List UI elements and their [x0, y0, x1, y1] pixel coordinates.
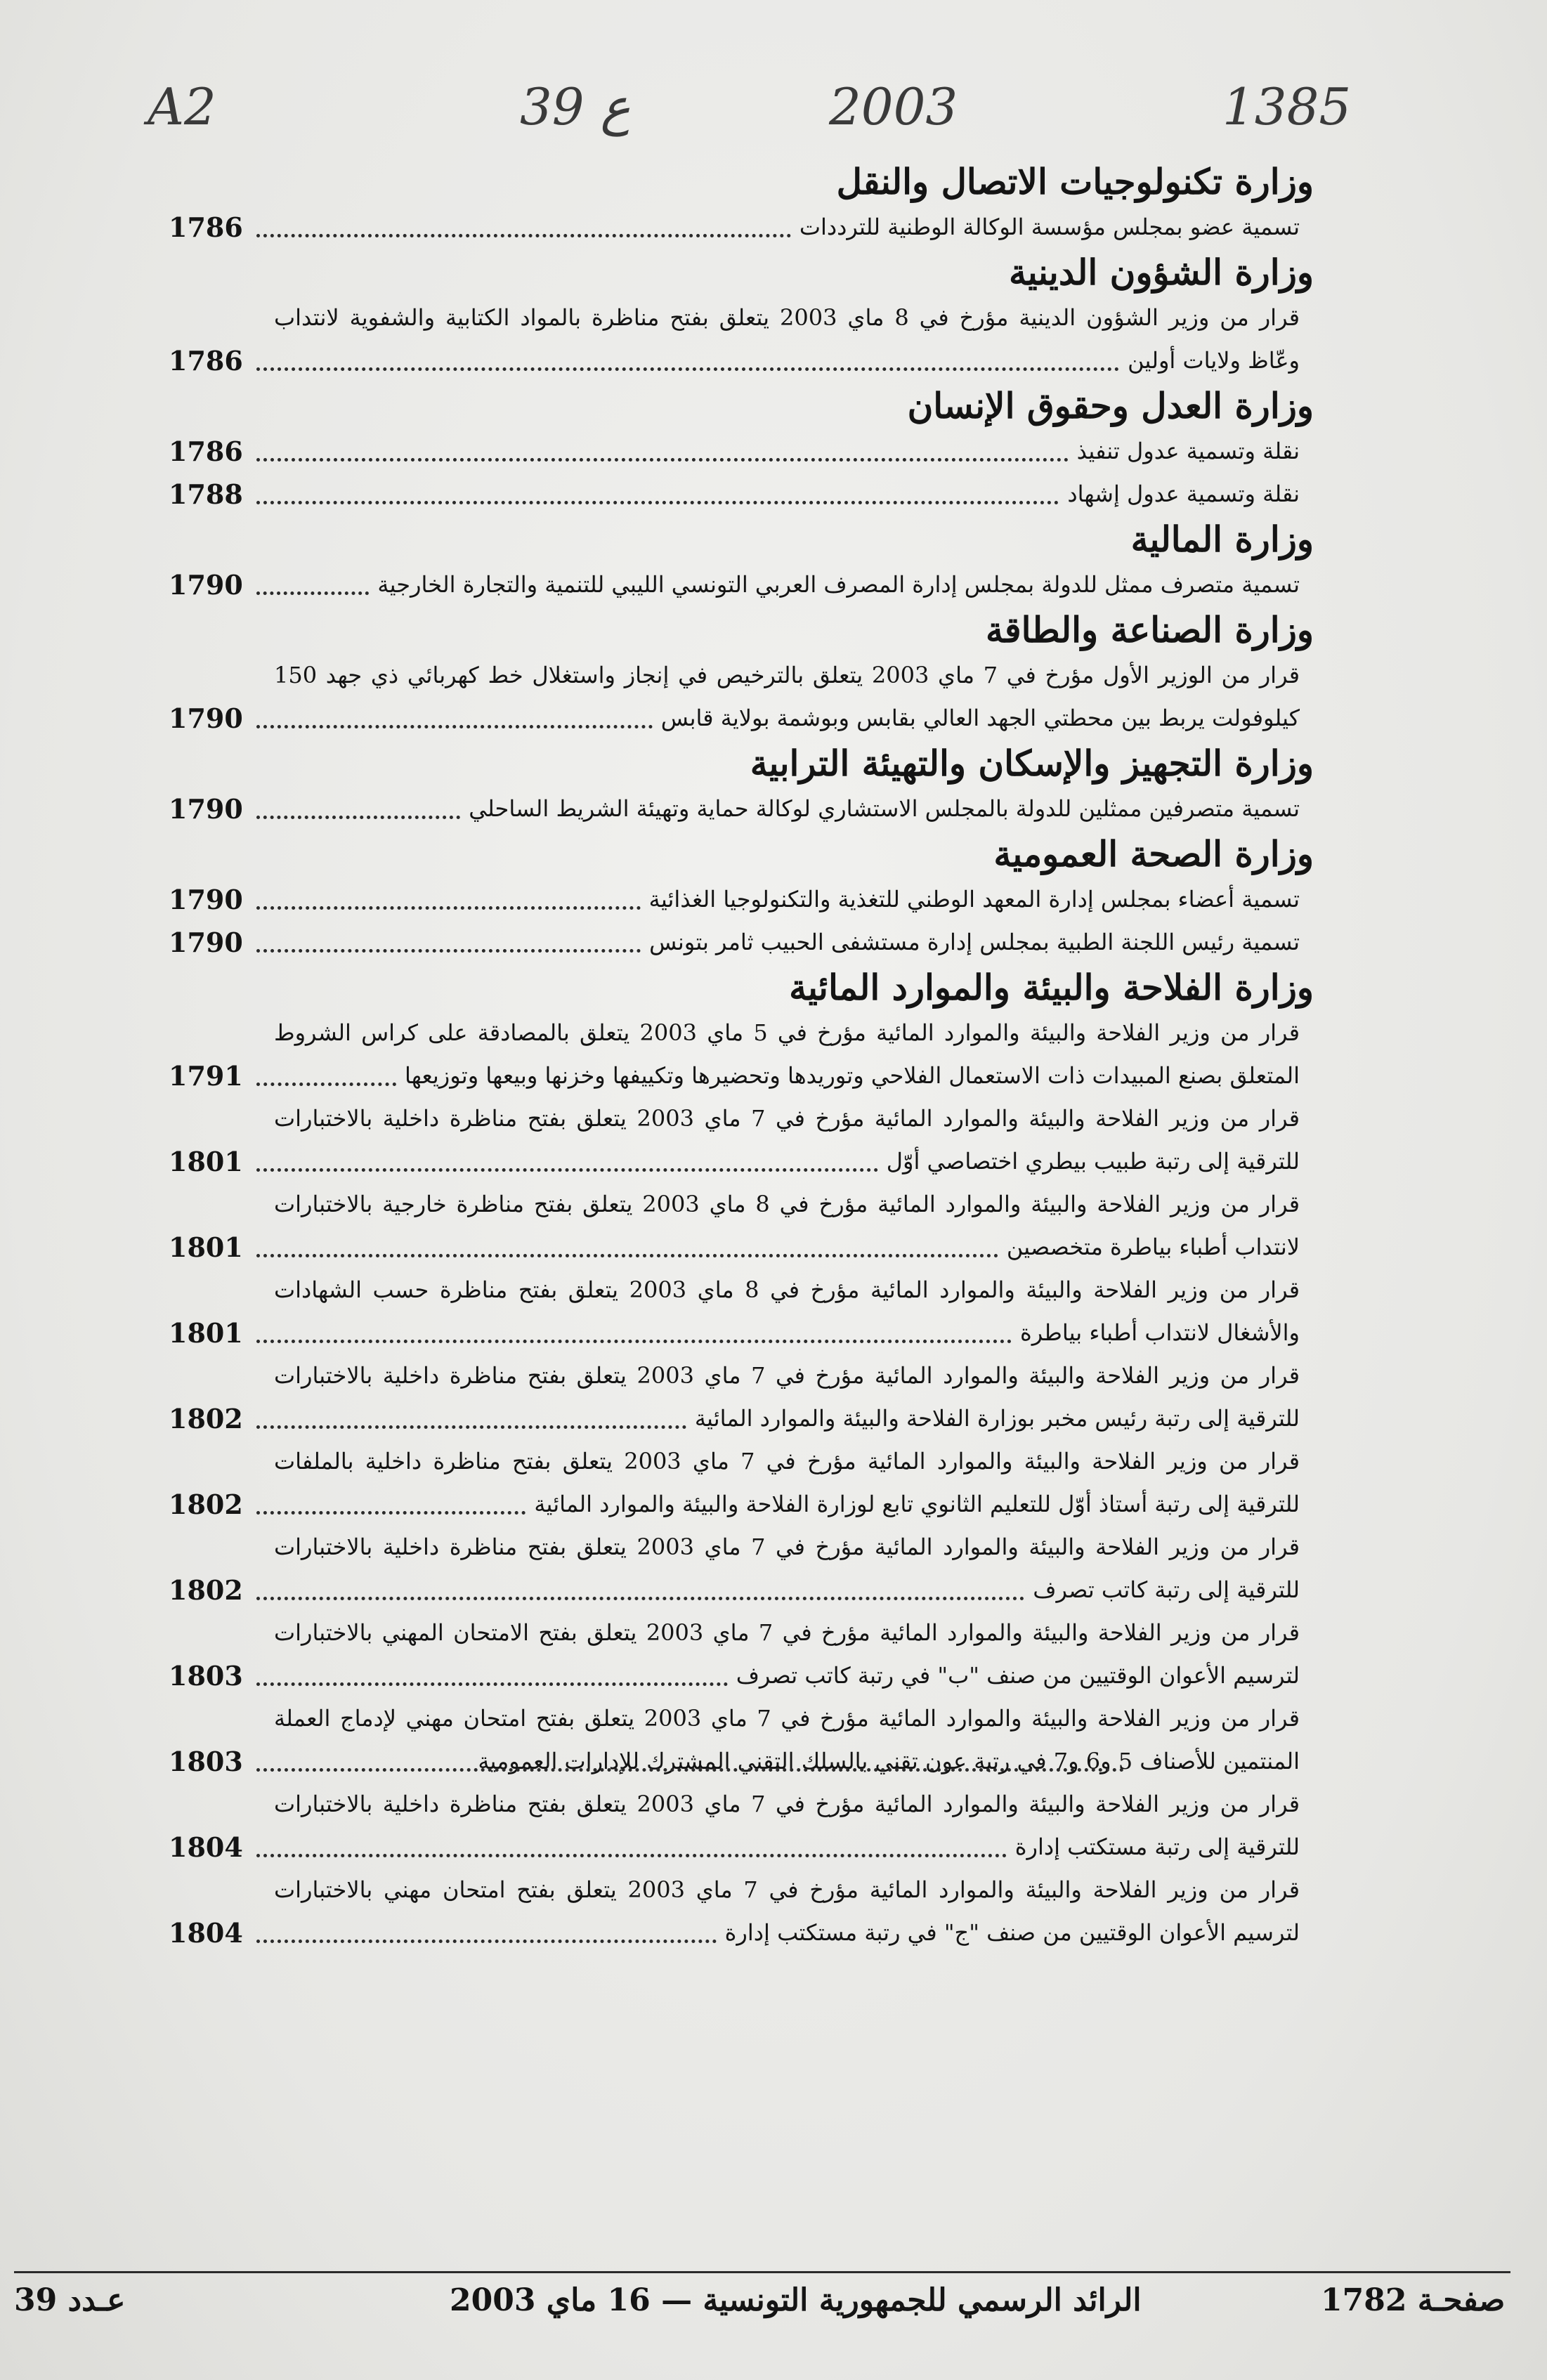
- entry-page-number: 1804: [169, 1917, 243, 1949]
- section-title: وزارة العدل وحقوق الإنسان: [907, 385, 1314, 426]
- leader-dots: [256, 946, 641, 953]
- handwritten-note: 1385: [1222, 77, 1352, 136]
- toc-entry[interactable]: [169, 296, 1314, 382]
- footer-divider: [14, 2271, 1510, 2273]
- leader-dots: [256, 1251, 998, 1257]
- section-title: وزارة الصحة العمومية: [993, 833, 1314, 875]
- leader-dots: [256, 1594, 1024, 1600]
- entry-title: تسمية عضو بمجلس مؤسسة الوكالة الوطنية للترددات: [799, 214, 1300, 240]
- leader-dots: [256, 1680, 728, 1686]
- leader-dots: [256, 722, 653, 728]
- toc-entry[interactable]: [169, 1697, 1314, 1783]
- leader-dots: [256, 1851, 1007, 1857]
- leader-dots: [256, 1937, 717, 1943]
- entry-title: قرار من وزير الفلاحة والبيئة والموارد المائية مؤرخ في 7 ماي 2003 يتعلق بفتح مناظرة داخلية بالاختبارات للترقية إلى رتبة طبيب بيطري اختصاصي أوّل: [274, 1105, 1300, 1175]
- leader-dots: [256, 1337, 1012, 1343]
- leader-dots: [256, 1423, 686, 1429]
- entry-page-number: 1786: [169, 211, 243, 243]
- toc-entry[interactable]: [169, 1869, 1314, 1954]
- handwritten-note: A2: [148, 77, 216, 136]
- toc-entry[interactable]: [169, 878, 1314, 921]
- entry-title: قرار من وزير الفلاحة والبيئة والموارد المائية مؤرخ في 7 ماي 2003 يتعلق بفتح امتحان مهني بالاختبارات لترسيم الأعوان الوقتيين من صنف "ج" في رتبة مستكتب إدارة: [274, 1876, 1300, 1946]
- entry-page-number: 1790: [169, 884, 243, 915]
- toc-section: [169, 158, 1314, 249]
- entry-page-number: 1803: [169, 1746, 243, 1777]
- entry-title: قرار من الوزير الأول مؤرخ في 7 ماي 2003 يتعلق بالترخيص في إنجاز واستغلال خط كهربائي ذي جهد 150 كيلوفولت يربط بين محطتي الجهد العالي بقابس وبوشمة بولاية قابس: [274, 662, 1300, 731]
- entry-page-number: 1786: [169, 345, 243, 377]
- section-title: وزارة تكنولوجيات الاتصال والنقل: [836, 161, 1314, 202]
- toc-entry[interactable]: [169, 1269, 1314, 1354]
- issue-number: عـدد 39: [14, 2282, 126, 2318]
- toc-entry[interactable]: [169, 206, 1314, 249]
- entry-page-number: 1788: [169, 478, 243, 510]
- toc-entry[interactable]: [169, 1611, 1314, 1697]
- entry-title: قرار من وزير الشؤون الدينية مؤرخ في 8 ماي 2003 يتعلق بفتح مناظرة بالمواد الكتابية والشفوية لانتداب وعّاظ ولايات أولين: [274, 304, 1300, 374]
- handwritten-note: 39 ع: [520, 77, 631, 136]
- entry-page-number: 1801: [169, 1231, 243, 1263]
- entry-page-number: 1791: [169, 1060, 243, 1092]
- entry-page-number: 1790: [169, 702, 243, 734]
- toc-entry[interactable]: [169, 921, 1314, 964]
- entry-title: نقلة وتسمية عدول إشهاد: [1067, 480, 1300, 507]
- entry-page-number: 1790: [169, 927, 243, 958]
- leader-dots: [256, 1508, 526, 1515]
- entry-page-number: 1804: [169, 1831, 243, 1863]
- entry-title: قرار من وزير الفلاحة والبيئة والموارد المائية مؤرخ في 7 ماي 2003 يتعلق بفتح مناظرة داخلية بالاختبارات للترقية إلى رتبة رئيس مخبر بوزارة الفلاحة والبيئة والموارد المائية: [274, 1362, 1300, 1432]
- leader-dots: [256, 1765, 1124, 1772]
- section-title: وزارة الفلاحة والبيئة والموارد المائية: [789, 967, 1314, 1008]
- entry-page-number: 1802: [169, 1489, 243, 1520]
- toc-entry[interactable]: [169, 430, 1314, 473]
- toc-section: [169, 516, 1314, 606]
- leader-dots: [256, 1165, 878, 1172]
- entry-title: قرار من وزير الفلاحة والبيئة والموارد المائية مؤرخ في 7 ماي 2003 يتعلق بفتح مناظرة داخلية بالاختبارات للترقية إلى رتبة كاتب تصرف: [274, 1534, 1300, 1603]
- section-title: وزارة التجهيز والإسكان والتهيئة الترابية: [750, 743, 1314, 784]
- leader-dots: [256, 589, 369, 595]
- table-of-contents: [169, 158, 1314, 1954]
- section-title: وزارة الشؤون الدينية: [1008, 251, 1314, 293]
- toc-entry[interactable]: [169, 1012, 1314, 1097]
- section-title: وزارة المالية: [1130, 518, 1314, 560]
- toc-section: [169, 606, 1314, 740]
- toc-section: [169, 964, 1314, 1954]
- entry-title: تسمية متصرف ممثل للدولة بمجلس إدارة المصرف العربي التونسي الليبي للتنمية والتجارة الخارجية: [377, 571, 1300, 598]
- toc-entry[interactable]: [169, 1783, 1314, 1869]
- page-number: صفحـة 1782: [1321, 2282, 1506, 2318]
- leader-dots: [256, 1080, 396, 1086]
- toc-section: [169, 382, 1314, 516]
- entry-title: قرار من وزير الفلاحة والبيئة والموارد المائية مؤرخ في 7 ماي 2003 يتعلق بفتح الامتحان المهني بالاختبارات لترسيم الأعوان الوقتيين من صنف "ب" في رتبة كاتب تصرف: [274, 1619, 1300, 1689]
- toc-entry[interactable]: [169, 1183, 1314, 1269]
- entry-title: قرار من وزير الفلاحة والبيئة والموارد المائية مؤرخ في 8 ماي 2003 يتعلق بفتح مناظرة حسب الشهادات والأشغال لانتداب أطباء بياطرة: [274, 1276, 1300, 1346]
- toc-entry[interactable]: [169, 787, 1314, 830]
- toc-entry[interactable]: [169, 654, 1314, 740]
- leader-dots: [256, 903, 641, 910]
- entry-title: قرار من وزير الفلاحة والبيئة والموارد المائية مؤرخ في 7 ماي 2003 يتعلق بفتح امتحان مهني لإدماج العملة المنتمين للأصناف 5 و6 و7 في رتبة عون تقني بالسلك التقني المشترك للإدارات العمومية: [274, 1705, 1300, 1774]
- toc-section: [169, 249, 1314, 382]
- entry-page-number: 1802: [169, 1574, 243, 1606]
- toc-section: [169, 740, 1314, 830]
- leader-dots: [256, 365, 1119, 371]
- entry-page-number: 1790: [169, 793, 243, 825]
- section-title: وزارة الصناعة والطاقة: [985, 609, 1314, 650]
- toc-entry[interactable]: [169, 1526, 1314, 1611]
- toc-entry[interactable]: [169, 1354, 1314, 1440]
- entry-title: تسمية أعضاء بمجلس إدارة المعهد الوطني للتغذية والتكنولوجيا الغذائية: [648, 886, 1300, 913]
- journal-title: الرائد الرسمي للجمهورية التونسية — 16 ماي 2003: [450, 2282, 1142, 2318]
- entry-title: نقلة وتسمية عدول تنفيذ: [1076, 438, 1300, 464]
- entry-title: قرار من وزير الفلاحة والبيئة والموارد المائية مؤرخ في 8 ماي 2003 يتعلق بفتح مناظرة خارجية بالاختبارات لانتداب أطباء بياطرة متخصصين: [274, 1191, 1300, 1260]
- toc-entry[interactable]: [169, 1440, 1314, 1526]
- toc-section: [169, 830, 1314, 964]
- entry-title: قرار من وزير الفلاحة والبيئة والموارد المائية مؤرخ في 7 ماي 2003 يتعلق بفتح مناظرة داخلية بالاختبارات للترقية إلى رتبة مستكتب إدارة: [274, 1791, 1300, 1860]
- leader-dots: [256, 498, 1059, 504]
- toc-entry[interactable]: [169, 473, 1314, 516]
- entry-title: تسمية متصرفين ممثلين للدولة بالمجلس الاستشاري لوكالة حماية وتهيئة الشريط الساحلي: [469, 795, 1300, 822]
- toc-entry[interactable]: [169, 1097, 1314, 1183]
- entry-page-number: 1801: [169, 1146, 243, 1177]
- leader-dots: [256, 231, 791, 237]
- entry-page-number: 1803: [169, 1660, 243, 1692]
- entry-page-number: 1801: [169, 1317, 243, 1349]
- toc-entry[interactable]: [169, 563, 1314, 606]
- leader-dots: [256, 813, 460, 819]
- entry-page-number: 1802: [169, 1403, 243, 1434]
- handwritten-note: 2003: [829, 77, 958, 136]
- entry-page-number: 1790: [169, 569, 243, 601]
- entry-title: تسمية رئيس اللجنة الطبية بمجلس إدارة مستشفى الحبيب ثامر بتونس: [649, 929, 1300, 955]
- entry-title: قرار من وزير الفلاحة والبيئة والموارد المائية مؤرخ في 7 ماي 2003 يتعلق بفتح مناظرة داخلية بالملفات للترقية إلى رتبة أستاذ أوّل للتعليم الثانوي تابع لوزارة الفلاحة والبيئة والموارد المائية: [274, 1448, 1300, 1517]
- entry-title: قرار من وزير الفلاحة والبيئة والموارد المائية مؤرخ في 5 ماي 2003 يتعلق بالمصادقة على كراس الشروط المتعلق بصنع المبيدات ذات الاستعمال الفلاحي وتوريدها وتحضيرها وتكييفها وخزنها وبيعها وتوزيعها: [274, 1019, 1300, 1089]
- entry-page-number: 1786: [169, 436, 243, 467]
- leader-dots: [256, 455, 1069, 462]
